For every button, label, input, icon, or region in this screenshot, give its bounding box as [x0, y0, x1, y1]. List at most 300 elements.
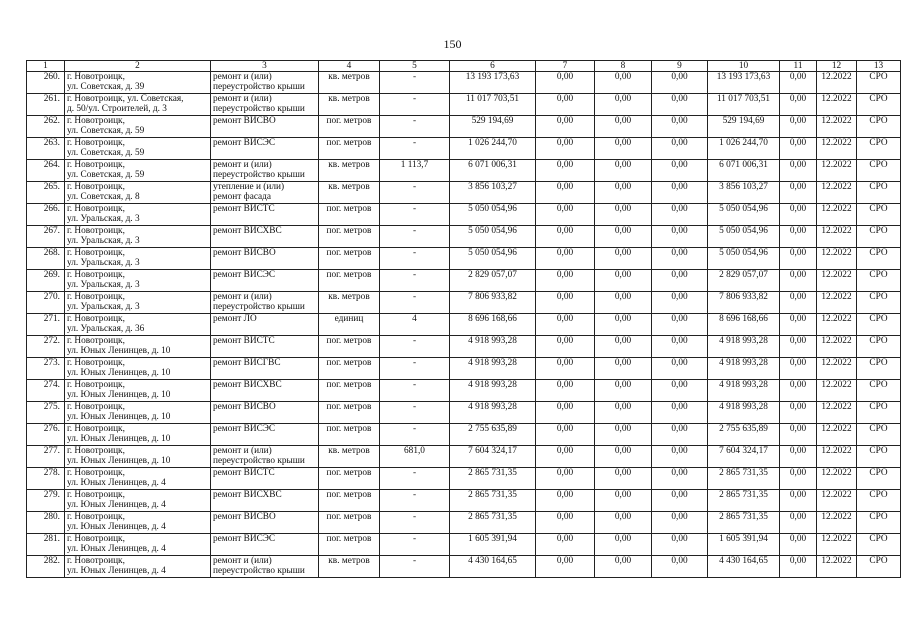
quantity-cell-line: -	[412, 490, 417, 500]
work-type-cell	[211, 204, 319, 226]
unit-cell-line: пог. метров	[326, 226, 372, 236]
column-7-cell-line: 0,00	[556, 490, 574, 500]
unit-cell	[319, 402, 380, 424]
completion-date-cell	[817, 424, 857, 446]
column-11-cell-line: 0,00	[789, 512, 807, 522]
total-cost-cell-line: 2 865 731,35	[468, 490, 517, 500]
fund-cost-cell-line: 8 696 168,66	[719, 314, 768, 324]
row-number-cell-line: 270.	[43, 292, 60, 302]
completion-date-cell	[817, 138, 857, 160]
address-cell-line: г. Новотроицк,	[67, 468, 125, 478]
completion-date-cell	[817, 270, 857, 292]
completion-date-cell	[817, 226, 857, 248]
column-7-cell	[536, 424, 595, 446]
column-9-cell	[652, 270, 708, 292]
completion-date-cell	[817, 512, 857, 534]
table-row	[27, 490, 901, 512]
quantity-cell	[380, 336, 450, 358]
address-cell-line: ул. Советская, д. 8	[67, 192, 140, 202]
column-9-cell-line: 0,00	[671, 270, 688, 280]
table-row	[27, 160, 901, 182]
method-cell-line: СРО	[869, 248, 888, 258]
column-9-cell	[652, 226, 708, 248]
work-type-cell	[211, 512, 319, 534]
fund-cost-cell	[708, 292, 780, 314]
column-8-cell-line: 0,00	[614, 292, 632, 302]
quantity-cell	[380, 94, 450, 116]
total-cost-cell-line: 4 918 993,28	[468, 336, 517, 346]
fund-cost-cell-line: 1 605 391,94	[719, 534, 768, 544]
work-type-cell	[211, 534, 319, 556]
column-9-cell-line: 0,00	[671, 556, 688, 566]
column-number-header: 12	[817, 61, 857, 72]
method-cell	[857, 490, 901, 512]
column-11-cell-line: 0,00	[789, 292, 807, 302]
fund-cost-cell	[708, 446, 780, 468]
column-7-cell	[536, 72, 595, 94]
work-type-cell-line: ремонт ЛО	[213, 314, 257, 324]
column-11-cell	[780, 402, 817, 424]
column-9-cell-line: 0,00	[671, 226, 688, 236]
completion-date-cell-line: 12.2022	[821, 270, 852, 280]
address-cell-line: г. Новотроицк,	[67, 490, 125, 500]
column-8-cell-line: 0,00	[614, 116, 632, 126]
fund-cost-cell	[708, 160, 780, 182]
unit-cell-line: единиц	[334, 314, 364, 324]
method-cell	[857, 182, 901, 204]
unit-cell	[319, 358, 380, 380]
quantity-cell	[380, 402, 450, 424]
column-8-cell	[595, 182, 652, 204]
completion-date-cell	[817, 160, 857, 182]
row-number-cell	[27, 490, 65, 512]
work-type-cell	[211, 336, 319, 358]
column-8-cell-line: 0,00	[614, 72, 632, 82]
address-cell-line: г. Новотроицк, ул. Советская,	[67, 94, 184, 104]
quantity-cell-line: -	[412, 226, 417, 236]
address-cell-line: г. Новотроицк,	[67, 248, 125, 258]
row-number-cell	[27, 226, 65, 248]
fund-cost-cell	[708, 204, 780, 226]
total-cost-cell-line: 7 806 933,82	[468, 292, 517, 302]
column-9-cell	[652, 94, 708, 116]
row-number-cell	[27, 556, 65, 578]
address-cell-line: г. Новотроицк,	[67, 116, 125, 126]
completion-date-cell-line: 12.2022	[821, 248, 852, 258]
table-row	[27, 380, 901, 402]
method-cell	[857, 314, 901, 336]
total-cost-cell-line: 11 017 703,51	[465, 94, 520, 104]
quantity-cell-line: 1 113,7	[400, 160, 429, 170]
column-9-cell-line: 0,00	[671, 512, 688, 522]
column-7-cell-line: 0,00	[556, 534, 574, 544]
method-cell-line: СРО	[869, 182, 888, 192]
column-8-cell	[595, 556, 652, 578]
completion-date-cell-line: 12.2022	[821, 446, 852, 456]
total-cost-cell	[450, 138, 536, 160]
column-7-cell-line: 0,00	[556, 72, 574, 82]
column-9-cell-line: 0,00	[671, 380, 688, 390]
column-9-cell-line: 0,00	[671, 138, 688, 148]
work-type-cell	[211, 490, 319, 512]
completion-date-cell-line: 12.2022	[821, 424, 852, 434]
work-type-cell	[211, 402, 319, 424]
method-cell	[857, 204, 901, 226]
address-cell-line: г. Новотроицк,	[67, 358, 125, 368]
address-cell	[65, 314, 211, 336]
column-11-cell	[780, 182, 817, 204]
column-8-cell	[595, 490, 652, 512]
column-number-header-row	[27, 61, 901, 72]
work-type-cell	[211, 270, 319, 292]
address-cell	[65, 270, 211, 292]
unit-cell	[319, 424, 380, 446]
address-cell-line: ул. Юных Ленинцев, д. 4	[67, 500, 166, 510]
table-row	[27, 512, 901, 534]
work-type-cell	[211, 138, 319, 160]
method-cell-line: СРО	[869, 314, 888, 324]
total-cost-cell	[450, 270, 536, 292]
column-8-cell	[595, 512, 652, 534]
quantity-cell-line: -	[412, 358, 417, 368]
unit-cell	[319, 336, 380, 358]
column-11-cell	[780, 94, 817, 116]
completion-date-cell	[817, 94, 857, 116]
row-number-cell	[27, 468, 65, 490]
row-number-cell	[27, 314, 65, 336]
unit-cell-line: пог. метров	[326, 490, 372, 500]
method-cell-line: СРО	[869, 116, 888, 126]
address-cell	[65, 380, 211, 402]
completion-date-cell	[817, 446, 857, 468]
table-row	[27, 468, 901, 490]
fund-cost-cell	[708, 94, 780, 116]
work-type-cell-line: ремонт ВИСХВС	[213, 490, 282, 500]
total-cost-cell	[450, 314, 536, 336]
fund-cost-cell	[708, 270, 780, 292]
quantity-cell	[380, 138, 450, 160]
address-cell-line: ул. Уральская, д. 36	[67, 324, 145, 334]
method-cell-line: СРО	[869, 490, 888, 500]
fund-cost-cell	[708, 424, 780, 446]
row-number-cell-line: 271.	[43, 314, 60, 324]
method-cell	[857, 116, 901, 138]
row-number-cell-line: 266.	[43, 204, 60, 214]
column-7-cell	[536, 292, 595, 314]
quantity-cell-line: -	[412, 182, 417, 192]
method-cell-line: СРО	[869, 72, 888, 82]
method-cell-line: СРО	[869, 138, 888, 148]
completion-date-cell-line: 12.2022	[821, 402, 852, 412]
column-8-cell	[595, 226, 652, 248]
column-9-cell-line: 0,00	[671, 182, 688, 192]
completion-date-cell	[817, 534, 857, 556]
column-number-header: 11	[780, 61, 817, 72]
column-7-cell-line: 0,00	[556, 314, 574, 324]
quantity-cell-line: -	[412, 468, 417, 478]
method-cell	[857, 556, 901, 578]
fund-cost-cell	[708, 358, 780, 380]
address-cell-line: г. Новотроицк,	[67, 160, 125, 170]
fund-cost-cell	[708, 468, 780, 490]
unit-cell-line: пог. метров	[326, 336, 372, 346]
fund-cost-cell	[708, 314, 780, 336]
column-8-cell-line: 0,00	[614, 358, 632, 368]
row-number-cell-line: 278.	[43, 468, 60, 478]
quantity-cell-line: -	[412, 116, 417, 126]
total-cost-cell	[450, 226, 536, 248]
row-number-cell	[27, 336, 65, 358]
column-number-header: 4	[319, 61, 380, 72]
fund-cost-cell-line: 2 829 057,07	[719, 270, 768, 280]
address-cell-line: г. Новотроицк,	[67, 292, 125, 302]
unit-cell	[319, 380, 380, 402]
work-type-cell-line: ремонт ВИСВО	[213, 402, 276, 412]
column-8-cell	[595, 94, 652, 116]
unit-cell	[319, 204, 380, 226]
unit-cell	[319, 160, 380, 182]
address-cell-line: г. Новотроицк,	[67, 402, 125, 412]
row-number-cell-line: 269.	[43, 270, 60, 280]
column-11-cell-line: 0,00	[789, 94, 807, 104]
column-9-cell	[652, 182, 708, 204]
fund-cost-cell	[708, 402, 780, 424]
column-9-cell	[652, 446, 708, 468]
column-9-cell	[652, 116, 708, 138]
completion-date-cell	[817, 248, 857, 270]
row-number-cell	[27, 402, 65, 424]
column-9-cell-line: 0,00	[671, 116, 688, 126]
column-11-cell	[780, 314, 817, 336]
column-9-cell-line: 0,00	[671, 292, 688, 302]
fund-cost-cell-line: 2 865 731,35	[719, 512, 768, 522]
row-number-cell-line: 272.	[43, 336, 60, 346]
work-type-cell-line: ремонт ВИСВО	[213, 248, 276, 258]
completion-date-cell-line: 12.2022	[821, 72, 852, 82]
column-9-cell	[652, 160, 708, 182]
table-row	[27, 556, 901, 578]
column-8-cell	[595, 248, 652, 270]
address-cell-line: ул. Юных Ленинцев, д. 10	[67, 456, 171, 466]
quantity-cell	[380, 116, 450, 138]
total-cost-cell-line: 2 865 731,35	[468, 468, 517, 478]
address-cell	[65, 490, 211, 512]
address-cell-line: г. Новотроицк,	[67, 182, 125, 192]
address-cell-line: г. Новотроицк,	[67, 270, 125, 280]
column-8-cell-line: 0,00	[614, 468, 632, 478]
quantity-cell-line: -	[412, 380, 417, 390]
column-8-cell	[595, 380, 652, 402]
completion-date-cell	[817, 116, 857, 138]
total-cost-cell-line: 2 865 731,35	[468, 512, 517, 522]
method-cell	[857, 72, 901, 94]
total-cost-cell	[450, 490, 536, 512]
column-7-cell	[536, 226, 595, 248]
completion-date-cell	[817, 358, 857, 380]
total-cost-cell-line: 6 071 006,31	[468, 160, 517, 170]
completion-date-cell-line: 12.2022	[821, 556, 852, 566]
column-9-cell-line: 0,00	[671, 490, 688, 500]
address-cell-line: г. Новотроицк,	[67, 226, 125, 236]
work-type-cell-line: ремонт ВИСЭС	[213, 138, 276, 148]
total-cost-cell	[450, 402, 536, 424]
completion-date-cell	[817, 314, 857, 336]
quantity-cell-line: -	[412, 556, 417, 566]
completion-date-cell	[817, 468, 857, 490]
total-cost-cell-line: 2 755 635,89	[468, 424, 517, 434]
address-cell-line: ул. Юных Ленинцев, д. 10	[67, 412, 171, 422]
total-cost-cell-line: 1 605 391,94	[468, 534, 517, 544]
total-cost-cell-line: 5 050 054,96	[468, 248, 517, 258]
address-cell	[65, 358, 211, 380]
column-9-cell-line: 0,00	[671, 534, 688, 544]
unit-cell-line: пог. метров	[326, 468, 372, 478]
column-11-cell	[780, 226, 817, 248]
column-8-cell-line: 0,00	[614, 490, 632, 500]
fund-cost-cell	[708, 512, 780, 534]
address-cell-line: г. Новотроицк,	[67, 534, 125, 544]
table-row	[27, 116, 901, 138]
address-cell	[65, 468, 211, 490]
quantity-cell	[380, 248, 450, 270]
fund-cost-cell-line: 4 918 993,28	[719, 358, 768, 368]
unit-cell	[319, 94, 380, 116]
column-11-cell-line: 0,00	[789, 336, 807, 346]
unit-cell-line: кв. метров	[328, 94, 370, 104]
column-7-cell-line: 0,00	[556, 512, 574, 522]
row-number-cell	[27, 160, 65, 182]
row-number-cell-line: 276.	[43, 424, 60, 434]
work-type-cell-line: ремонт ВИСГВС	[213, 358, 281, 368]
table-row	[27, 248, 901, 270]
column-9-cell	[652, 468, 708, 490]
work-type-cell	[211, 424, 319, 446]
table-row	[27, 138, 901, 160]
total-cost-cell	[450, 424, 536, 446]
total-cost-cell	[450, 336, 536, 358]
quantity-cell	[380, 314, 450, 336]
completion-date-cell	[817, 380, 857, 402]
column-8-cell	[595, 160, 652, 182]
address-cell-line: г. Новотроицк,	[67, 72, 125, 82]
row-number-cell-line: 280.	[43, 512, 60, 522]
address-cell-line: ул. Уральская, д. 3	[67, 302, 140, 312]
column-8-cell	[595, 358, 652, 380]
work-type-cell-line: ремонт и (или)	[213, 160, 272, 170]
total-cost-cell	[450, 446, 536, 468]
column-7-cell	[536, 468, 595, 490]
column-7-cell-line: 0,00	[556, 358, 574, 368]
column-7-cell	[536, 534, 595, 556]
row-number-cell-line: 275.	[43, 402, 60, 412]
table-row	[27, 204, 901, 226]
column-7-cell-line: 0,00	[556, 182, 574, 192]
column-8-cell-line: 0,00	[614, 380, 632, 390]
address-cell-line: ул. Юных Ленинцев, д. 10	[67, 434, 171, 444]
total-cost-cell-line: 4 918 993,28	[468, 402, 517, 412]
total-cost-cell-line: 13 193 173,63	[465, 72, 520, 82]
column-number-header: 9	[652, 61, 708, 72]
row-number-cell-line: 282.	[43, 556, 60, 566]
fund-cost-cell-line: 2 755 635,89	[719, 424, 768, 434]
row-number-cell	[27, 292, 65, 314]
row-number-cell-line: 277.	[43, 446, 60, 456]
column-7-cell	[536, 490, 595, 512]
column-7-cell	[536, 182, 595, 204]
column-11-cell	[780, 292, 817, 314]
unit-cell-line: пог. метров	[326, 138, 372, 148]
column-11-cell-line: 0,00	[789, 182, 807, 192]
completion-date-cell	[817, 204, 857, 226]
column-9-cell	[652, 72, 708, 94]
column-7-cell	[536, 512, 595, 534]
column-11-cell-line: 0,00	[789, 380, 807, 390]
column-8-cell	[595, 72, 652, 94]
column-8-cell-line: 0,00	[614, 94, 632, 104]
address-cell-line: г. Новотроицк,	[67, 314, 125, 324]
column-9-cell-line: 0,00	[671, 424, 688, 434]
table-row	[27, 402, 901, 424]
column-9-cell-line: 0,00	[671, 160, 688, 170]
total-cost-cell	[450, 534, 536, 556]
address-cell	[65, 336, 211, 358]
method-cell-line: СРО	[869, 160, 888, 170]
column-7-cell-line: 0,00	[556, 336, 574, 346]
address-cell-line: д. 50/ул. Строителей, д. 3	[67, 104, 167, 114]
column-11-cell-line: 0,00	[789, 248, 807, 258]
row-number-cell-line: 265.	[43, 182, 60, 192]
address-cell	[65, 204, 211, 226]
column-8-cell-line: 0,00	[614, 270, 632, 280]
total-cost-cell-line: 5 050 054,96	[468, 204, 517, 214]
column-11-cell-line: 0,00	[789, 358, 807, 368]
address-cell-line: ул. Юных Ленинцев, д. 10	[67, 346, 171, 356]
row-number-cell	[27, 182, 65, 204]
row-number-cell	[27, 380, 65, 402]
column-7-cell-line: 0,00	[556, 204, 574, 214]
total-cost-cell-line: 8 696 168,66	[468, 314, 517, 324]
unit-cell	[319, 182, 380, 204]
column-11-cell-line: 0,00	[789, 204, 807, 214]
column-8-cell	[595, 446, 652, 468]
total-cost-cell	[450, 468, 536, 490]
row-number-cell	[27, 446, 65, 468]
completion-date-cell-line: 12.2022	[821, 490, 852, 500]
fund-cost-cell-line: 13 193 173,63	[716, 72, 771, 82]
work-type-cell-line: переустройство крыши	[213, 456, 305, 466]
column-11-cell	[780, 336, 817, 358]
method-cell	[857, 358, 901, 380]
fund-cost-cell	[708, 490, 780, 512]
total-cost-cell-line: 4 918 993,28	[468, 358, 517, 368]
fund-cost-cell-line: 1 026 244,70	[719, 138, 768, 148]
row-number-cell	[27, 94, 65, 116]
column-number-header: 8	[595, 61, 652, 72]
address-cell-line: г. Новотроицк,	[67, 512, 125, 522]
completion-date-cell	[817, 556, 857, 578]
column-7-cell-line: 0,00	[556, 468, 574, 478]
completion-date-cell	[817, 182, 857, 204]
column-11-cell	[780, 512, 817, 534]
column-8-cell	[595, 314, 652, 336]
address-cell	[65, 182, 211, 204]
quantity-cell	[380, 490, 450, 512]
method-cell-line: СРО	[869, 402, 888, 412]
work-type-cell-line: ремонт ВИСТС	[213, 204, 275, 214]
fund-cost-cell	[708, 336, 780, 358]
address-cell	[65, 160, 211, 182]
column-8-cell-line: 0,00	[614, 248, 632, 258]
